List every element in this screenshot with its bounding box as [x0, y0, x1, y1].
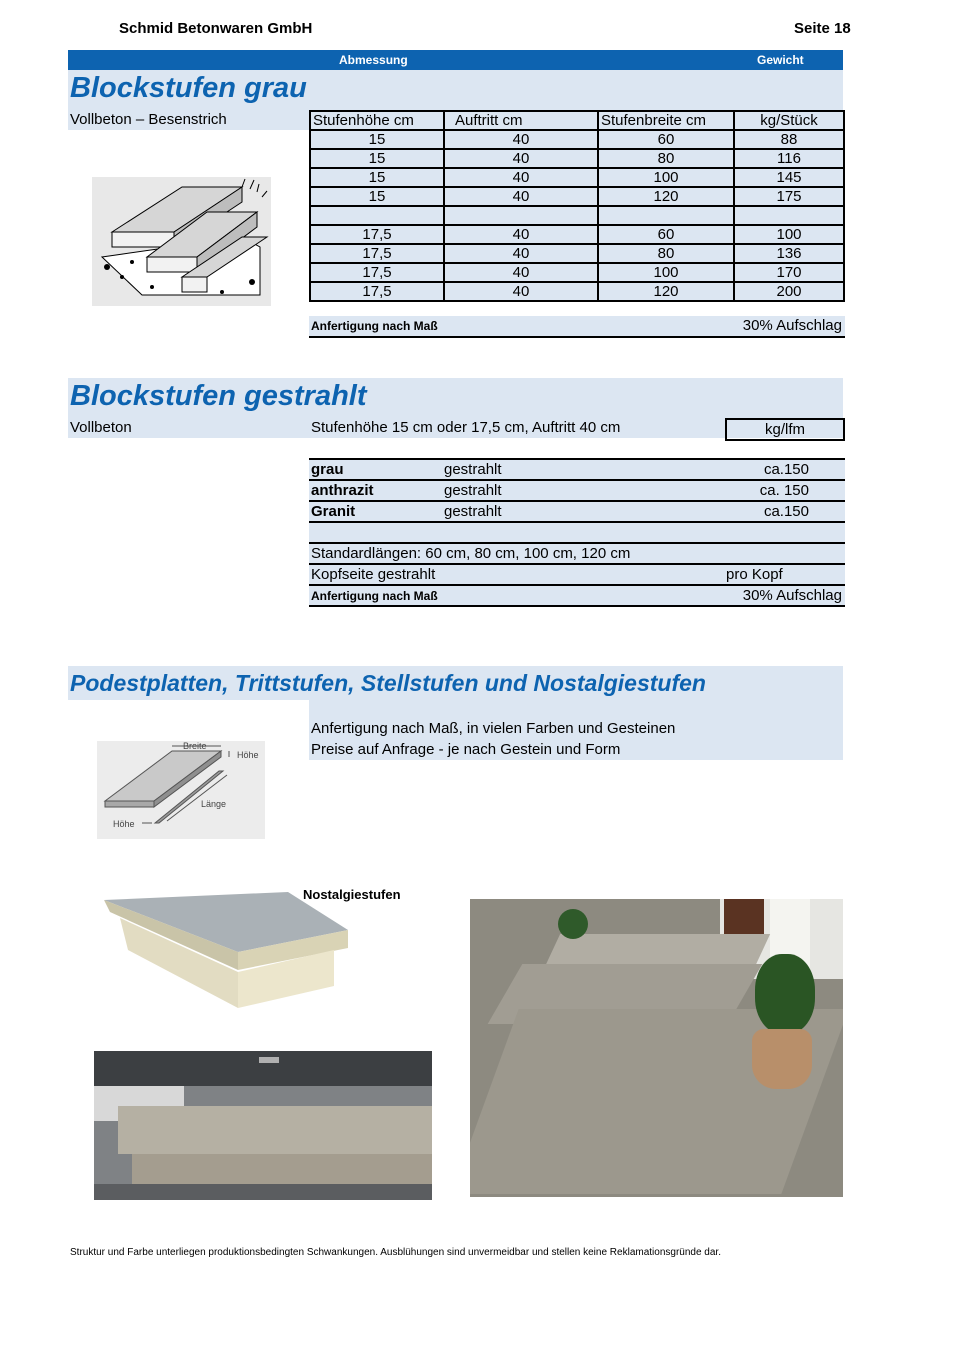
list-item [309, 481, 845, 502]
company-name: Schmid Betonwaren GmbH [119, 20, 313, 37]
entrance-steps-photo [470, 899, 843, 1197]
cell: 15 [310, 187, 444, 206]
section2-info: Stufenhöhe 15 cm oder 17,5 cm, Auftritt 40 cm [311, 419, 621, 436]
custom-row-1 [309, 316, 845, 338]
weight: ca.150 [763, 461, 809, 478]
table-row [310, 130, 844, 149]
table-row [310, 263, 844, 282]
column-label-gewicht: Gewicht [757, 53, 804, 67]
cell [598, 206, 734, 225]
nostalgiestufe-photo [98, 890, 356, 1010]
cell: 40 [444, 130, 598, 149]
label-laenge: Länge [201, 799, 227, 809]
section2-unit: kg/lfm [725, 418, 845, 441]
cell: 120 [598, 282, 734, 301]
cell: 40 [444, 282, 598, 301]
cell: 15 [310, 130, 444, 149]
cell: 15 [310, 149, 444, 168]
cell: 116 [734, 149, 844, 168]
list-item [309, 565, 845, 586]
section1-table [309, 110, 845, 302]
table-row [310, 149, 844, 168]
label-breite: Breite [183, 741, 207, 751]
label-hoehe: Höhe [237, 750, 259, 760]
list-item [309, 502, 845, 523]
finish: gestrahlt [444, 461, 502, 478]
table-row [310, 244, 844, 263]
column-header-bar [68, 50, 843, 70]
finish: gestrahlt [444, 482, 502, 499]
section3-title: Podestplatten, Trittstufen, Stellstufen und Nostalgiestufen [70, 670, 706, 696]
cell: 40 [444, 244, 598, 263]
table-row [310, 187, 844, 206]
col-header: Stufenhöhe cm [310, 111, 444, 130]
custom-value: 30% Aufschlag [742, 587, 842, 604]
table-row [310, 168, 844, 187]
cell: 100 [598, 168, 734, 187]
cell: 40 [444, 263, 598, 282]
section1-title: Blockstufen grau [70, 72, 307, 104]
section2-title: Blockstufen gestrahlt [70, 380, 367, 412]
weight: ca.150 [763, 503, 809, 520]
cell: 60 [598, 130, 734, 149]
finish: gestrahlt [444, 503, 502, 520]
color-name: Granit [311, 503, 356, 520]
weight: ca. 150 [759, 482, 809, 499]
cell: 136 [734, 244, 844, 263]
cell: 80 [598, 149, 734, 168]
custom-label: Anfertigung nach Maß [311, 319, 438, 333]
cell [734, 206, 844, 225]
section3-line1: Anfertigung nach Maß, in vielen Farben und Gesteinen [311, 720, 676, 737]
section1-subtitle: Vollbeton – Besenstrich [70, 111, 227, 128]
col-header: kg/Stück [734, 111, 844, 130]
column-label-abmessung: Abmessung [339, 53, 408, 67]
cell: 88 [734, 130, 844, 149]
photo-caption: Nostalgiestufen [303, 887, 401, 902]
section2-subtitle: Vollbeton [70, 419, 132, 436]
cell: 40 [444, 149, 598, 168]
cell: 17,5 [310, 263, 444, 282]
list-item [309, 544, 845, 565]
list-item [309, 586, 845, 607]
cell: 175 [734, 187, 844, 206]
standard-lengths: Standardlängen: 60 cm, 80 cm, 100 cm, 120 cm [311, 545, 631, 562]
color-name: grau [311, 461, 344, 478]
cell: 170 [734, 263, 844, 282]
cell: 40 [444, 225, 598, 244]
cell [444, 206, 598, 225]
blockstufen-illustration [92, 177, 271, 306]
cell: 60 [598, 225, 734, 244]
cell: 100 [734, 225, 844, 244]
cell: 17,5 [310, 225, 444, 244]
custom-label: Anfertigung nach Maß [311, 589, 438, 603]
cell: 15 [310, 168, 444, 187]
head-side-label: Kopfseite gestrahlt [311, 566, 436, 583]
cell: 120 [598, 187, 734, 206]
page-number: Seite 18 [794, 20, 851, 37]
list-item [309, 458, 845, 481]
color-name: anthrazit [311, 482, 374, 499]
cell: 17,5 [310, 282, 444, 301]
cell: 40 [444, 187, 598, 206]
label-hoehe-2: Höhe [113, 819, 135, 829]
section3-line2: Preise auf Anfrage - je nach Gestein und Form [311, 741, 621, 758]
cell: 17,5 [310, 244, 444, 263]
cell: 40 [444, 168, 598, 187]
cell: 80 [598, 244, 734, 263]
cell: 100 [598, 263, 734, 282]
footer-note: Struktur und Farbe unterliegen produktionsbedingten Schwankungen. Ausblühungen sind unvermeidbar und stellen keine Reklamationsgründe dar. [70, 1247, 721, 1258]
table-row-empty [310, 206, 844, 225]
col-header: Stufenbreite cm [598, 111, 734, 130]
cell [310, 206, 444, 225]
cell: 145 [734, 168, 844, 187]
table-header-row [310, 111, 844, 130]
cell: 200 [734, 282, 844, 301]
table-row [310, 282, 844, 301]
section2-rows [309, 458, 845, 607]
spacer-row [309, 523, 845, 544]
slab-dimension-diagram [97, 741, 265, 839]
custom-value: 30% Aufschlag [742, 317, 842, 334]
doorstep-photo [94, 1051, 432, 1200]
head-side-value: pro Kopf [726, 566, 783, 583]
table-row [310, 225, 844, 244]
col-header: Auftritt cm [444, 111, 598, 130]
